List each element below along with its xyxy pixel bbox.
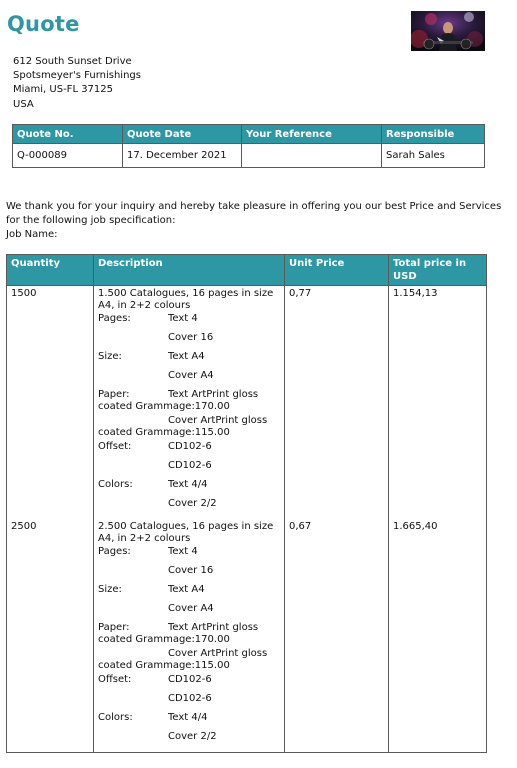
description-cell xyxy=(94,519,285,753)
header-total-price: Total price in USD xyxy=(389,255,487,286)
spec-value: Text ArtPrint gloss xyxy=(168,622,259,633)
spec-value: Text 4 xyxy=(168,313,198,324)
spec-label: Size: xyxy=(98,351,122,362)
spec-label: Offset: xyxy=(98,441,132,452)
spec-value: Cover 16 xyxy=(168,565,214,576)
header-your-reference: Your Reference xyxy=(242,125,382,144)
spec-label: Colors: xyxy=(98,712,133,723)
spec-value: CD102-6 xyxy=(168,674,212,685)
spec-label: Paper: xyxy=(98,389,130,400)
spec-value: coated Grammage:115.00 xyxy=(98,427,230,438)
spec-value: coated Grammage:170.00 xyxy=(98,634,230,645)
address-line: Miami, US-FL 37125 xyxy=(13,84,113,96)
header-quantity: Quantity xyxy=(7,255,94,286)
table-row xyxy=(7,519,487,753)
concert-photo xyxy=(411,11,485,51)
spec-label: Size: xyxy=(98,584,122,595)
total-price-cell: 1.154,13 xyxy=(389,286,487,520)
spec-value: coated Grammage:170.00 xyxy=(98,401,230,412)
header-responsible: Responsible xyxy=(382,125,485,144)
job-name-label: Job Name: xyxy=(6,229,58,240)
spec-value: Cover ArtPrint gloss xyxy=(168,415,268,426)
spec-value: coated Grammage:115.00 xyxy=(98,660,230,671)
header-quote-no: Quote No. xyxy=(13,125,123,144)
responsible-value: Sarah Sales xyxy=(382,144,485,168)
customer-address xyxy=(13,55,141,112)
spec-value: CD102-6 xyxy=(168,441,212,452)
spec-label: Offset: xyxy=(98,674,132,685)
description-cell xyxy=(94,286,285,520)
unit-price-cell: 0,67 xyxy=(285,519,389,753)
address-line: Spotsmeyer's Furnishings xyxy=(13,70,141,82)
your-reference-value xyxy=(242,144,382,168)
header-quote-date: Quote Date xyxy=(123,125,242,144)
quote-no-value: Q-000089 xyxy=(13,144,123,168)
total-price-cell: 1.665,40 xyxy=(389,519,487,753)
spec-label: Pages: xyxy=(98,313,131,324)
logo-image xyxy=(411,11,485,51)
intro-text: We thank you for your inquiry and hereby take pleasure in offering you our best Price and Services for the following job specification: xyxy=(6,201,502,226)
spec-value: CD102-6 xyxy=(168,460,212,471)
page-title: Quote xyxy=(7,12,80,36)
items-table xyxy=(6,254,487,753)
description-text: 1.500 Catalogues, 16 pages in size A4, in 2+2 colours xyxy=(98,288,274,311)
spec-label: Pages: xyxy=(98,546,131,557)
unit-price-cell: 0,77 xyxy=(285,286,389,520)
spec-value: CD102-6 xyxy=(168,693,212,704)
spec-value: Text A4 xyxy=(168,351,205,362)
description-text: 2.500 Catalogues, 16 pages in size A4, in 2+2 colours xyxy=(98,521,274,544)
address-line: 612 South Sunset Drive xyxy=(13,56,132,67)
spec-value: Cover A4 xyxy=(168,603,214,614)
spec-value: Text 4/4 xyxy=(168,712,208,723)
intro-paragraph xyxy=(6,200,514,242)
spec-value: Text 4/4 xyxy=(168,479,208,490)
table-row xyxy=(7,286,487,520)
spec-value: Text ArtPrint gloss xyxy=(168,389,259,400)
spec-value: Cover A4 xyxy=(168,370,214,381)
spec-label: Paper: xyxy=(98,622,130,633)
spec-value: Cover 16 xyxy=(168,332,214,343)
header-description: Description xyxy=(94,255,285,286)
spec-value: Cover ArtPrint gloss xyxy=(168,648,268,659)
quote-meta-table xyxy=(12,124,485,168)
spec-value: Cover 2/2 xyxy=(168,498,217,509)
quantity-cell: 2500 xyxy=(7,519,94,753)
spec-value: Text A4 xyxy=(168,584,205,595)
quote-date-value: 17. December 2021 xyxy=(123,144,242,168)
header-unit-price: Unit Price xyxy=(285,255,389,286)
spec-value: Cover 2/2 xyxy=(168,731,217,742)
spec-label: Colors: xyxy=(98,479,133,490)
spec-value: Text 4 xyxy=(168,546,198,557)
quantity-cell: 1500 xyxy=(7,286,94,520)
address-line: USA xyxy=(13,98,34,110)
